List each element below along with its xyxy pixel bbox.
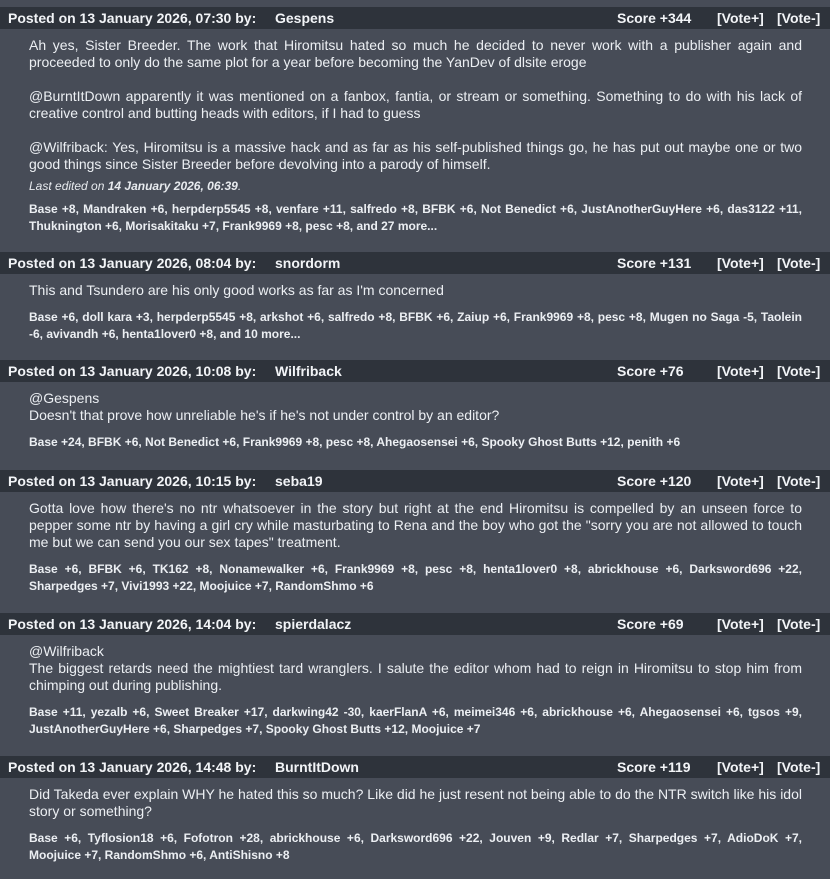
comment-body [29,643,802,694]
comment-body [29,786,802,820]
comment-body [29,282,802,299]
vote-breakdown: Base +11, yezalb +6, Sweet Breaker +17, darkwing42 -30, kaerFlanA +6, meimei346 +6, abrickhouse +6, Ahegaosensei +6, tgsos +9, JustAnotherGuyHere +6, Sharpedges +7, Spooky Ghost Butts +12, Moojuice +7 [29,705,802,736]
score: Score +119 [617,759,691,775]
vote-breakdown: Base +8, Mandraken +6, herpderp5545 +8, venfare +11, salfredo +8, BFBK +6, Not Benedict +6, JustAnotherGuyHere +6, das3122 +11, Thuknington +6, Morisakitaku +7, Frank9969 +8, pesc +8, and 27 more... [29,202,802,233]
comment-paragraph: This and Tsundero are his only good works as far as I'm concerned [29,282,444,298]
comment-header [0,756,830,778]
vote-up-button[interactable]: [Vote+] [717,616,764,632]
author-name[interactable]: Gespens [275,10,335,26]
last-edited-suffix: . [237,179,242,193]
comment-body [29,500,802,551]
comment-header [0,360,830,382]
vote-down-button[interactable]: [Vote-] [777,616,821,632]
vote-up-button[interactable]: [Vote+] [717,255,764,271]
author-name[interactable]: Wilfriback [275,363,342,379]
vote-down-button[interactable]: [Vote-] [777,10,821,26]
comment-paragraph: @BurntItDown apparently it was mentioned on a fanbox, fantia, or stream or something. Something to do with his lack of creative control and butting heads with editors, if I had to guess [29,88,802,121]
vote-down-button[interactable]: [Vote-] [777,363,821,379]
score: Score +344 [617,10,692,26]
score: Score +131 [617,255,692,271]
vote-down-button[interactable]: [Vote-] [777,473,821,489]
vote-up-button[interactable]: [Vote+] [717,759,764,775]
vote-breakdown: Base +6, BFBK +6, TK162 +8, Nonamewalker +6, Frank9969 +8, pesc +8, henta1lover0 +8, abrickhouse +6, Darksword696 +22, Sharpedges +7, Vivi1993 +22, Moojuice +7, RandomShmo +6 [29,562,802,593]
author-name[interactable]: spierdalacz [275,616,352,632]
comment-header [0,470,830,492]
score: Score +76 [617,363,684,379]
posted-date: Posted on 13 January 2026, 14:04 by: [8,616,257,632]
last-edited [29,179,241,194]
vote-up-button[interactable]: [Vote+] [717,10,764,26]
score: Score +69 [617,616,684,632]
author-name[interactable]: snordorm [275,255,341,271]
comment-paragraph: Did Takeda ever explain WHY he hated this so much? Like did he just resent not being able to do the NTR switch like his idol story or something? [29,786,802,819]
posted-date: Posted on 13 January 2026, 07:30 by: [8,10,257,26]
comment-paragraph: Ah yes, Sister Breeder. The work that Hiromitsu hated so much he decided to never work with a publisher again and proceeded to only do the same plot for a year before becoming the YanDev of dlsite eroge [29,37,802,70]
comment-paragraph: @Wilfriback [29,643,104,659]
comment-body [29,37,802,173]
comment-paragraph: Gotta love how there's no ntr whatsoever in the story but right at the end Hiromitsu is compelled by an unseen force to pepper some ntr by having a girl cry while masturbating to Rena and the boy who got the "sorry you are not allowed to touch me but we can send you our sex tapes" treatment. [29,500,802,550]
vote-down-button[interactable]: [Vote-] [777,759,821,775]
score: Score +120 [617,473,692,489]
posted-date: Posted on 13 January 2026, 08:04 by: [8,255,257,271]
author-name[interactable]: BurntItDown [275,759,359,775]
author-name[interactable]: seba19 [275,473,323,489]
posted-date: Posted on 13 January 2026, 10:08 by: [8,363,257,379]
last-edited-prefix: Last edited on [29,179,108,193]
comment-paragraph: @Wilfriback: Yes, Hiromitsu is a massive hack and as far as his self-published things go, he has put out maybe one or two good things since Sister Breeder before devolving into a parody of himself. [29,139,802,172]
comment-paragraph: The biggest retards need the mightiest tard wranglers. I salute the editor whom had to reign in Hiromitsu to stop him from chimping out during publishing. [29,660,802,693]
comment-header [0,7,830,29]
posted-date: Posted on 13 January 2026, 10:15 by: [8,473,257,489]
vote-breakdown: Base +6, Tyflosion18 +6, Fofotron +28, abrickhouse +6, Darksword696 +22, Jouven +9, Redlar +7, Sharpedges +7, AdioDoK +7, Moojuice +7, RandomShmo +6, AntiShisno +8 [29,831,802,862]
last-edited-date: 14 January 2026, 06:39 [107,179,238,193]
vote-up-button[interactable]: [Vote+] [717,473,764,489]
posted-date: Posted on 13 January 2026, 14:48 by: [8,759,257,775]
comment-header [0,252,830,274]
vote-down-button[interactable]: [Vote-] [777,255,821,271]
comment-body [29,390,802,424]
comment-paragraph: @Gespens [29,390,100,406]
vote-up-button[interactable]: [Vote+] [717,363,764,379]
vote-breakdown: Base +24, BFBK +6, Not Benedict +6, Frank9969 +8, pesc +8, Ahegaosensei +6, Spooky Ghost Butts +12, penith +6 [29,435,681,449]
vote-breakdown: Base +6, doll kara +3, herpderp5545 +8, arkshot +6, salfredo +8, BFBK +6, Zaiup +6, Frank9969 +8, pesc +8, Mugen no Saga -5, Taolein -6, avivandh +6, henta1lover0 +8, and 10 more... [29,310,802,341]
comment-header [0,613,830,635]
comment-paragraph: Doesn't that prove how unreliable he's if he's not under control by an editor? [29,407,500,423]
